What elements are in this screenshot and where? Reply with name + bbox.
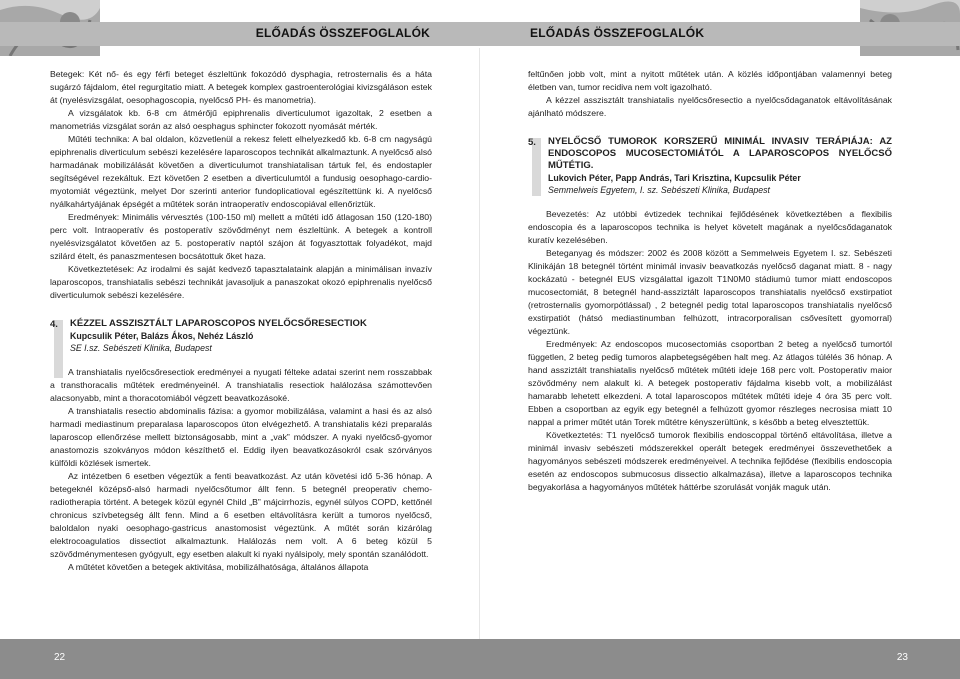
paragraph: Műtéti technika: A bal oldalon, közvetlenül a rekesz felett elhelyezkedő kb. 6-8 cm nagyságú epiphrenalis diverticulum sebészi kezelésére laparoscopos technikát alkalmaztunk. A nyelőcső alsó harmadának mobilizálását követően a diverticulumot transhiatalisan tártuk fel, és endostapler segítségével rezekáltuk. Ezt követően 2 esetben a diverticulumtól a fundusig oesophago-cardio-myotomiát végeztünk, melyet Dor szerinti anterior fundoplicatioval egészítettünk ki. A nyelőcső nyálkahártyájának épségét a műtétek során intraoperatív endoscopiával ellenőriztük.: [50, 134, 432, 209]
section-title: NYELŐCSŐ TUMOROK KORSZERŰ MINIMÁL INVASIV TERÁPIÁJA: AZ ENDOSCOPOS MUCOSECTOMIÁTÓL A LAPAROSCOPOS NYELŐCSŐ MŰTÉTIG.: [548, 136, 892, 171]
paragraph: Bevezetés: Az utóbbi évtizedek technikai fejlődésének következtében a flexibilis endoscopia és a laparoscopos technika is helyet követelt magának a nyelőcsődaganatok kuratív kezelésében.: [528, 209, 892, 245]
page-footer: [0, 639, 480, 679]
page-number: 23: [896, 652, 908, 663]
section-heading: [50, 318, 432, 354]
paragraph: A transhiatalis resectio abdominalis fázisa: a gyomor mobilizálása, valamint a hasi és az alsó harmadi mediastinum preparalasa laparoscopos úton elvégezhető. A transhiatalis kézi preparalás laparoscop ellenőrzése mellett biztonságosabb, mint a „vak” módszer. A nyaki nyelőcső-gyomor anastomozis szokványos módon készíthető el. Eddig ilyen beavatkozásokról csak szórványos külföldi közlések ismertek.: [50, 406, 432, 468]
paragraph: Beteganyag és módszer: 2002 és 2008 között a Semmelweis Egyetem I. sz. Sebészeti Klinikáján 18 betegnél történt minimál invasiv beavatkozás nyelőcső daganat miatt. 8 - nagy kockázatú - betegnél EUS vizsgálattal igazolt T1N0M0 stádiumú tumor miatt endoscopos mucosectomiát, 8 betegnél hand-assziztált laparoscopos transhiatalis nyelőcső exstirpatiot (retrosternalis gyomorpótlással) , 2 betegnél pedig total laparoscopos transhiatalis nyelőcső exstirpatiót (hátsó mediastinumban felhúzott, intracorporalisan csővesített gyomorral) végeztünk.: [528, 248, 892, 336]
right-column: [528, 68, 892, 494]
section-affiliation: Semmelweis Egyetem, I. sz. Sebészeti Klinika, Budapest: [548, 185, 770, 195]
page-number: 22: [54, 652, 66, 663]
section-affiliation: SE I.sz. Sebészeti Klinika, Budapest: [70, 343, 212, 353]
section-title: KÉZZEL ASSZISZTÁLT LAPAROSCOPOS NYELŐCSŐRESECTIOK: [70, 318, 367, 329]
header-title: ELŐADÁS ÖSSZEFOGLALÓK: [255, 26, 430, 40]
section-number: 5.: [528, 137, 536, 148]
paragraph: feltűnően jobb volt, mint a nyitott műtétek után. A közlés időpontjában valamennyi beteg életben van, tumor recidiva nem volt igazolható.: [528, 69, 892, 92]
paragraph: A kézzel asszisztált transhiatalis nyelőcsőresectio a nyelőcsődaganatok eltávolításának ajánlható módszere.: [528, 95, 892, 118]
page-header: [480, 22, 960, 46]
section-authors: Lukovich Péter, Papp András, Tari Krisztina, Kupcsulik Péter: [548, 173, 801, 183]
paragraph: A műtétet követően a betegek aktivitása, mobilizálhatósága, általános állapota: [68, 562, 369, 572]
section-heading: [528, 136, 892, 196]
paragraph: Az intézetben 6 esetben végeztük a fenti beavatkozást. Az után követési idő 5-36 hónap. A betegeknél középső-alsó harmadi nyelőcsőtumor állt fenn. 5 betegnél preoperativ chemo-radiotherapia történt. A betegek közül egynél Child „B” májcirrhozis, egynél súlyos COPD, kettőnél chronicus szívbetegség állt fenn. Mind a 6 esetben eltávolításra került a tumoros nyelőcső, baloldalon nyaki oesophago-gastricus anastomosist végeztünk. A műtét során kizárólag elektrocoagulatios dissectiot alkalmaztunk. Halálozás nem volt. A 6 beteg közül 5 szövődménymentesen gyógyult, egy esetben alakult ki nyaki nyálsipoly, mely spontán szanálódott.: [50, 471, 432, 559]
section-authors: Kupcsulik Péter, Balázs Ákos, Nehéz László: [70, 331, 254, 341]
page-footer: [480, 639, 960, 679]
paragraph: Következtetések: Az irodalmi és saját kedvező tapasztalataink alapján a minimálisan invazív laparoscopos, transhiatalis sebészi technikát javasoljuk a panaszokat okozó epiphrenalis nyelőcső diverticulumok sebészi kezelésére.: [50, 264, 432, 300]
left-column: [50, 68, 432, 574]
header-title: ELŐADÁS ÖSSZEFOGLALÓK: [530, 26, 705, 40]
page-header: [0, 22, 480, 46]
paragraph: Következtetés: T1 nyelőcső tumorok flexibilis endoscoppal történő eltávolítása, illetve a minimál invasiv sebészeti módszerekkel operált betegek eredményei összevethetőek a hagyományos sebészeti módszerek eredményeivel. A technika fejlődése (flexibilis endoscopia esetén az endoscopos submucosus dissectio alkalmazása), illetve a laparoscopos technika begyakorlása a hagyományos műtétek háttérbe szorulását vonják maguk után.: [528, 430, 892, 492]
right-page: [480, 0, 960, 679]
paragraph: A vizsgálatok kb. 6-8 cm átmérőjű epiphrenalis diverticulumot igazoltak, 2 esetben a manometriás vizsgálat során az alsó oesphagus sphincter fokozott nyomását mérték.: [50, 108, 432, 131]
paragraph: Eredmények: Az endoscopos mucosectomiás csoportban 2 beteg a nyelőcső tumortól független, 2 beteg pedig tumoros alapbetegségében halt meg. Az átlagos túlélés 36 hónap. A hand assziztált transhiatalis nyelőcső műtétek műtéti ideje 168 perc volt. Postoperativ maior szövődmény nem alakult ki. A betegek postoperativ fájdalma kisebb volt, a mobilizálást hamarabb lehetett elkezdeni. A total laparoscopos műtétek műtéti ideje 4 óra 35 perc volt. Ebben a csoportban az egyik egy betegnél a felhúzott gyomor részleges necrosisa miatt 10 nappal a primer műtét után Torek műtétre kényszerültünk, s később a beteg elvesztettük.: [528, 339, 892, 427]
paragraph: Eredmények: Minimális vérvesztés (100-150 ml) mellett a műtéti idő átlagosan 150 (120-180) perc volt. Intraoperatív és postoperatív szövődményt nem észleltünk. A betegek a kontroll nyelésvizsgálatot követően az 5. postoperatív naptól szájon át fogyasztottak folyadékot, majd szilárd ételt, és panaszmentesen bocsátottuk őket haza.: [50, 212, 432, 261]
paragraph: A transhiatalis nyelőcsőresectiok eredményei a nyugati félteke adatai szerint nem rosszabbak a transthoracalis műtétek eredményeinél. A transhiatalis resectiok halálozása számottevően alacsonyabb, mint a thoracotomiából végzett beavatkozásoké.: [50, 367, 432, 403]
paragraph: Betegek: Két nő- és egy férfi beteget észleltünk fokozódó dysphagia, retrosternalis és a háta sugárzó fájdalom, étel regurgitatio miatt. A betegek komplex gastroenterológiai kivizsgáláson estek át (nyelésvizsgálat, oesophagoscopia, nyelőcső PH- és manometria).: [50, 69, 432, 105]
section-number: 4.: [50, 319, 58, 330]
